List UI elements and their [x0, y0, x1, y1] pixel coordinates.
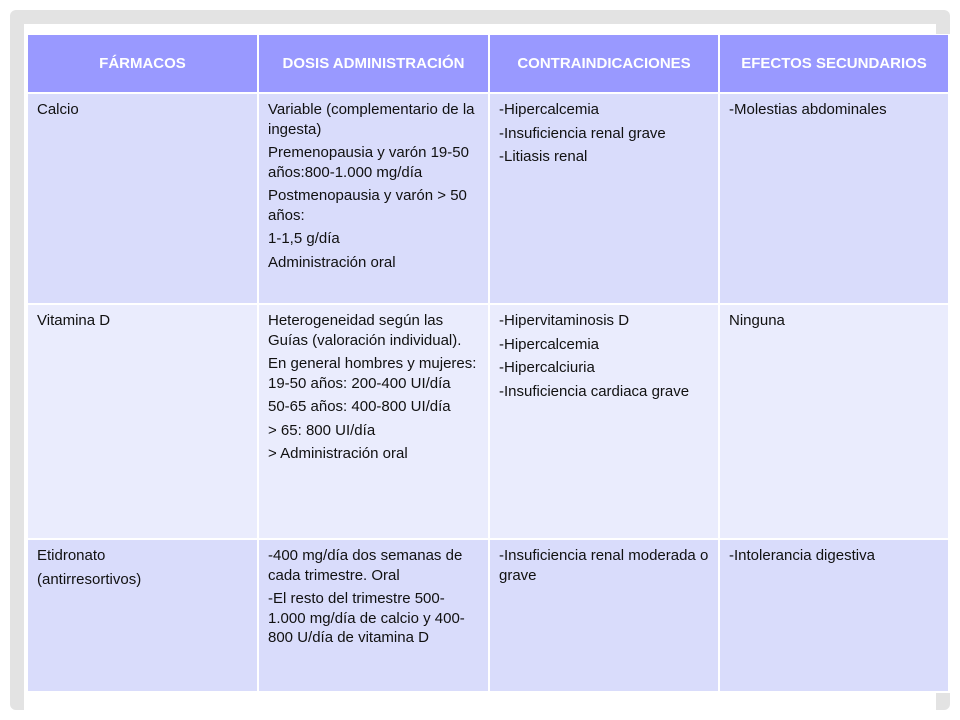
- dosis-line: En general hombres y mujeres: 19-50 años: 200-400 UI/día: [268, 355, 477, 392]
- dosis-line: Premenopausia y varón 19-50 años:800-1.000 mg/día: [268, 144, 469, 181]
- header-dosis: DOSIS ADMINISTRACIÓN: [258, 35, 489, 94]
- table-row-etidronato: [27, 539, 949, 692]
- cell-efectos: [719, 539, 949, 692]
- efecto-item: -Intolerancia digestiva: [729, 547, 875, 564]
- dosis-line: Postmenopausia y varón > 50 años:: [268, 187, 467, 224]
- farmaco-name: Etidronato: [37, 547, 106, 564]
- efecto-item: Ninguna: [729, 312, 785, 329]
- cell-farmaco: [27, 539, 258, 692]
- efecto-item: -Molestias abdominales: [729, 101, 887, 118]
- table-row-calcio: [27, 93, 949, 304]
- header-farmacos: FÁRMACOS: [27, 35, 258, 94]
- header-row: [27, 35, 949, 94]
- contraindicacion-item: -Litiasis renal: [499, 148, 588, 165]
- farmaco-name: Calcio: [37, 101, 79, 118]
- dosis-line: Heterogeneidad según las Guías (valoración individual).: [268, 312, 462, 349]
- dosis-line: > Administración oral: [268, 445, 408, 462]
- cell-dosis: [258, 304, 489, 539]
- table-row-vitamina-d: [27, 304, 949, 539]
- dosis-line: Administración oral: [268, 253, 396, 271]
- cell-contraindicaciones: [489, 539, 719, 692]
- contraindicacion-item: -Insuficiencia renal moderada o grave: [499, 547, 709, 584]
- contraindicacion-item: -Hipercalciuria: [499, 359, 595, 376]
- cell-dosis: [258, 93, 489, 304]
- contraindicacion-item: -Insuficiencia cardiaca grave: [499, 382, 690, 400]
- cell-efectos: [719, 304, 949, 539]
- cell-efectos: [719, 93, 949, 304]
- header-contraindicaciones: CONTRAINDICACIONES: [489, 35, 719, 94]
- farmaco-name: Vitamina D: [37, 312, 111, 329]
- header-efectos: EFECTOS SECUNDARIOS: [719, 35, 949, 94]
- dosis-line: > 65: 800 UI/día: [268, 421, 376, 439]
- dosis-line: 50-65 años: 400-800 UI/día: [268, 398, 451, 415]
- cell-contraindicaciones: [489, 93, 719, 304]
- cell-dosis: [258, 539, 489, 692]
- dosis-line: Variable (complementario de la ingesta): [268, 101, 475, 138]
- dosis-line: -400 mg/día dos semanas de cada trimestre. Oral: [268, 547, 463, 584]
- farmaco-class: (antirresortivos): [37, 570, 142, 588]
- contraindicacion-item: -Hipercalcemia: [499, 335, 600, 353]
- contraindicacion-item: -Hipervitaminosis D: [499, 312, 630, 329]
- dosis-line: 1-1,5 g/día: [268, 230, 340, 247]
- contraindicacion-item: -Hipercalcemia: [499, 101, 600, 118]
- cell-contraindicaciones: [489, 304, 719, 539]
- drug-table: [26, 34, 950, 693]
- contraindicacion-item: -Insuficiencia renal grave: [499, 124, 666, 142]
- dosis-line: -El resto del trimestre 500-1.000 mg/día de calcio y 400-800 U/día de vitamina D: [268, 590, 465, 646]
- cell-farmaco: [27, 304, 258, 539]
- cell-farmaco: [27, 93, 258, 304]
